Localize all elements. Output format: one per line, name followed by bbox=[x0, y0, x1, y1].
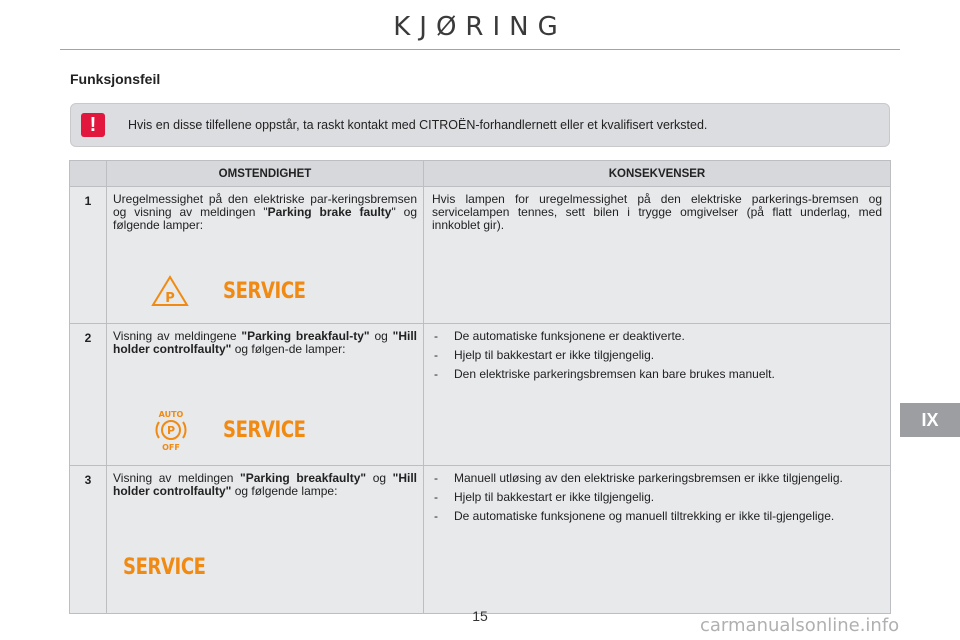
consequence-cell bbox=[424, 324, 891, 466]
page-title: KJØRING bbox=[393, 12, 567, 42]
svg-text:P: P bbox=[166, 424, 176, 437]
list-item: - Den elektriske parkeringsbremsen kan bare brukes manuelt. bbox=[432, 368, 882, 381]
condition-text: Uregelmessighet på den elektriske par-keringsbremsen og visning av meldingen "Parking brake faulty" og følgende lamper: bbox=[113, 192, 417, 232]
row-number: 3 bbox=[70, 466, 107, 614]
watermark: carmanualsonline.info bbox=[700, 615, 900, 636]
parking-brake-warning-icon bbox=[151, 274, 189, 308]
row-number: 2 bbox=[70, 324, 107, 466]
condition-cell bbox=[107, 466, 424, 614]
condition-text: Visning av meldingene "Parking breakfaul-ty" og "Hill holder controlfaulty" og følgen-de lamper: bbox=[113, 329, 417, 356]
consequence-cell bbox=[424, 187, 891, 324]
consequence-text: Hvis lampen for uregelmessighet på den elektriske parkerings-bremsen og servicelampen tennes, sett bilen i trygge omgivelser (på flatt underlag, med innkoblet gir). bbox=[432, 192, 882, 232]
title-divider bbox=[60, 49, 900, 50]
consequence-cell bbox=[424, 466, 891, 614]
table-header-row bbox=[70, 161, 891, 187]
off-label: OFF bbox=[162, 443, 180, 452]
warning-notice bbox=[70, 103, 890, 147]
row-number: 1 bbox=[70, 187, 107, 324]
condition-cell bbox=[107, 324, 424, 466]
table-row bbox=[70, 466, 891, 614]
page-number: 15 bbox=[472, 608, 488, 624]
chapter-tab[interactable]: IX bbox=[900, 403, 960, 437]
service-lamp-icon: SERVICE bbox=[223, 418, 306, 443]
fault-table bbox=[69, 160, 891, 614]
condition-text: Visning av meldingen "Parking breakfaulty" og "Hill holder controlfaulty" og følgende lampe: bbox=[113, 471, 418, 498]
section-heading: Funksjonsfeil bbox=[70, 71, 161, 87]
list-item: - Manuell utløsing av den elektriske parkeringsbremsen er ikke tilgjengelig. bbox=[432, 472, 882, 485]
list-item: - Hjelp til bakkestart er ikke tilgjengelig. bbox=[432, 349, 882, 362]
list-item: - De automatiske funksjonene og manuell tiltrekking er ikke til-gjengelige. bbox=[432, 510, 882, 523]
service-lamp-icon: SERVICE bbox=[123, 555, 206, 580]
auto-parking-brake-icon bbox=[151, 408, 191, 452]
condition-cell bbox=[107, 187, 424, 324]
consequence-list bbox=[424, 324, 890, 381]
header-consequence: KONSEKVENSER bbox=[424, 161, 891, 187]
header-condition: OMSTENDIGHET bbox=[107, 161, 424, 187]
header-number-cell bbox=[70, 161, 107, 187]
svg-text:P: P bbox=[165, 291, 175, 306]
table-row bbox=[70, 187, 891, 324]
table-row bbox=[70, 324, 891, 466]
list-item: - Hjelp til bakkestart er ikke tilgjengelig. bbox=[432, 491, 882, 504]
exclamation-warning-icon: ! bbox=[81, 113, 105, 137]
service-lamp-icon: SERVICE bbox=[223, 279, 306, 304]
auto-label: AUTO bbox=[158, 410, 184, 419]
consequence-list bbox=[424, 466, 890, 523]
notice-text: Hvis en disse tilfellene oppstår, ta raskt kontakt med CITROËN-forhandlernett eller et kvalifisert verksted. bbox=[128, 118, 708, 132]
list-item: - De automatiske funksjonene er deaktiverte. bbox=[432, 330, 882, 343]
